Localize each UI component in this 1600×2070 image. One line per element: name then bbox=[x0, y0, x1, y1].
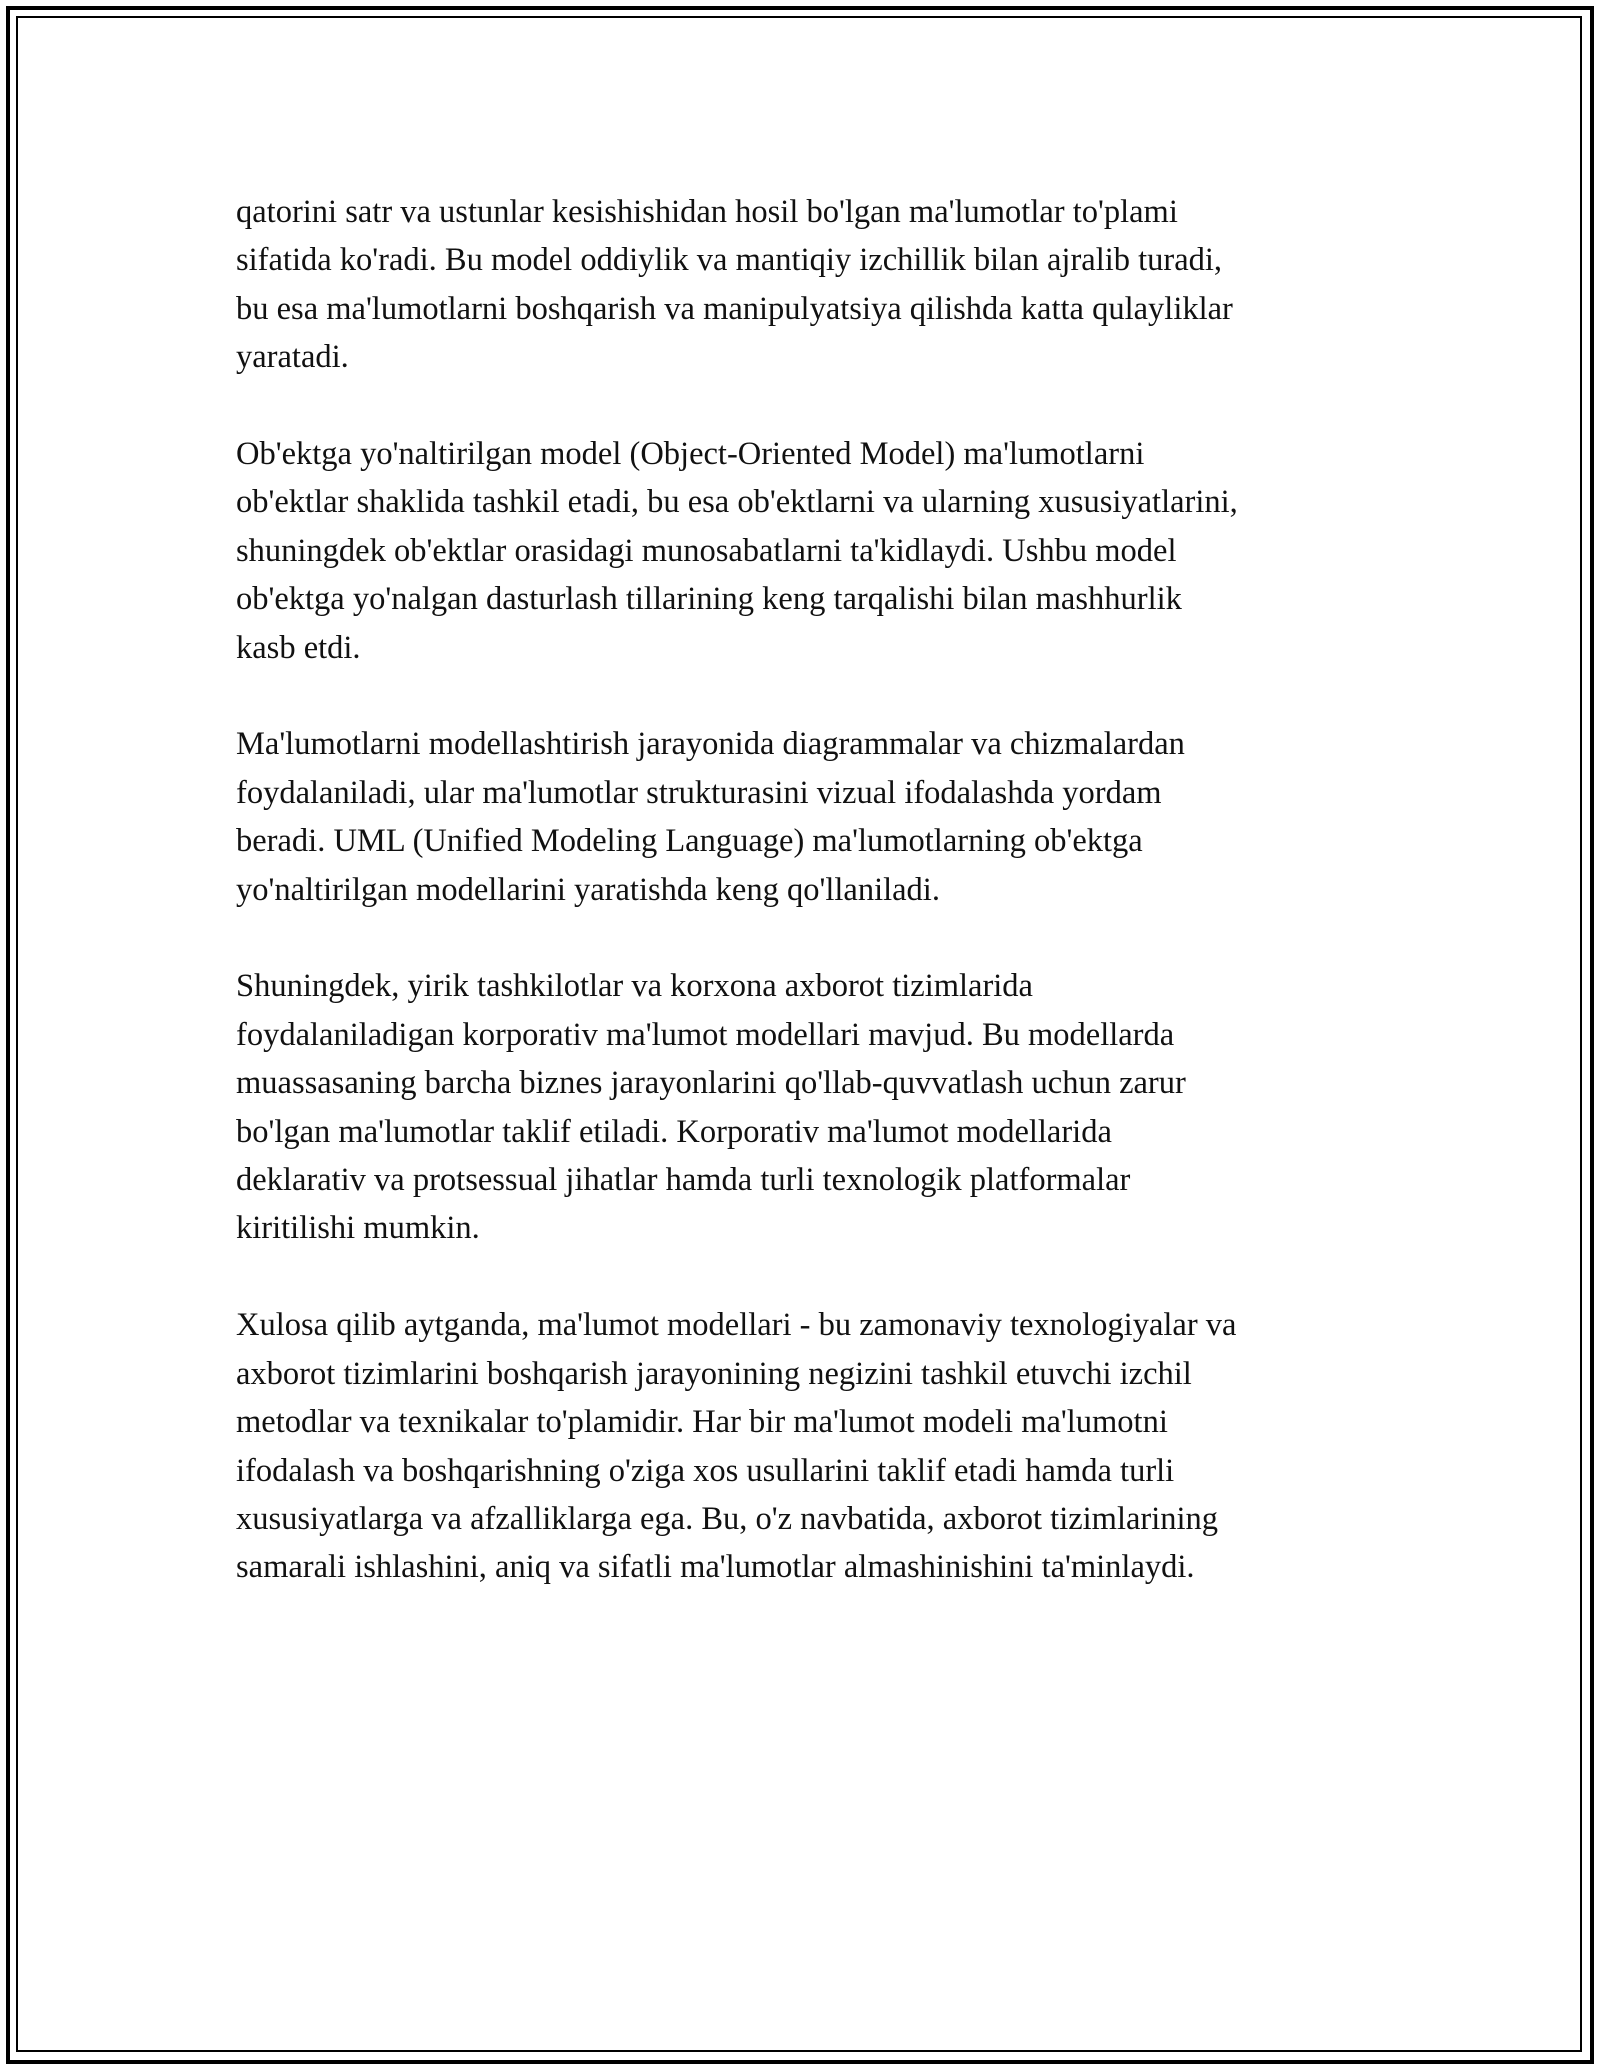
text-line: foydalaniladigan korporativ ma'lumot modellari mavjud. Bu modellarda bbox=[236, 1016, 1175, 1053]
paragraph-conclusion bbox=[236, 1301, 1386, 1591]
text-line: kasb etdi. bbox=[236, 629, 361, 666]
text-line: kiritilishi mumkin. bbox=[236, 1210, 480, 1247]
document-body bbox=[236, 188, 1386, 1640]
text-line: axborot tizimlarini boshqarish jarayonining negizini tashkil etuvchi izchil bbox=[236, 1355, 1192, 1392]
text-line: muassasaning barcha biznes jarayonlarini qo'llab-quvvatlash uchun zarur bbox=[236, 1065, 1186, 1102]
text-line: qatorini satr va ustunlar kesishishidan hosil bo'lgan ma'lumotlar to'plami bbox=[236, 194, 1178, 230]
text-line: samarali ishlashini, aniq va sifatli ma'lumotlar almashinishini ta'minlaydi. bbox=[236, 1549, 1195, 1586]
text-line: Shuningdek, yirik tashkilotlar va korxona axborot tizimlarida bbox=[236, 968, 1033, 1005]
text-line: Ob'ektga yo'naltirilgan model (Object-Oriented Model) ma'lumotlarni bbox=[236, 436, 1145, 473]
text-line: bo'lgan ma'lumotlar taklif etiladi. Korporativ ma'lumot modellarida bbox=[236, 1113, 1112, 1150]
text-line: yo'naltirilgan modellarini yaratishda keng qo'llaniladi. bbox=[236, 871, 940, 908]
paragraph-corporate-models bbox=[236, 962, 1386, 1252]
text-line: deklarativ va protsessual jihatlar hamda turli texnologik platformalar bbox=[236, 1162, 1131, 1199]
text-line: xususiyatlarga va afzalliklarga ega. Bu, o'z navbatida, axborot tizimlarining bbox=[236, 1500, 1219, 1537]
text-line: ob'ektga yo'nalgan dasturlash tillarining keng tarqalishi bilan mashhurlik bbox=[236, 581, 1182, 618]
text-line: Xulosa qilib aytganda, ma'lumot modellari - bu zamonaviy texnologiyalar va bbox=[236, 1307, 1237, 1344]
text-line: foydalaniladi, ular ma'lumotlar strukturasini vizual ifodalashda yordam bbox=[236, 774, 1162, 811]
text-line: shuningdek ob'ektlar orasidagi munosabatlarni ta'kidlaydi. Ushbu model bbox=[236, 532, 1177, 569]
text-line: yaratadi. bbox=[236, 339, 349, 376]
paragraph-object-oriented-model bbox=[236, 430, 1386, 672]
text-line: bu esa ma'lumotlarni boshqarish va manipulyatsiya qilishda katta qulayliklar bbox=[236, 290, 1233, 327]
text-line: ob'ektlar shaklida tashkil etadi, bu esa ob'ektlarni va ularning xususiyatlarini, bbox=[236, 484, 1238, 521]
paragraph-modeling-diagrams bbox=[236, 720, 1386, 914]
text-line: ifodalash va boshqarishning o'ziga xos usullarini taklif etadi hamda turli bbox=[236, 1452, 1175, 1489]
text-line: sifatida ko'radi. Bu model oddiylik va mantiqiy izchillik bilan ajralib turadi, bbox=[236, 242, 1223, 279]
text-line: Ma'lumotlarni modellashtirish jarayonida diagrammalar va chizmalardan bbox=[236, 726, 1185, 763]
paragraph-relational-model bbox=[236, 188, 1386, 382]
text-line: beradi. UML (Unified Modeling Language) ma'lumotlarning ob'ektga bbox=[236, 823, 1143, 860]
text-line: metodlar va texnikalar to'plamidir. Har bir ma'lumot modeli ma'lumotni bbox=[236, 1404, 1168, 1441]
